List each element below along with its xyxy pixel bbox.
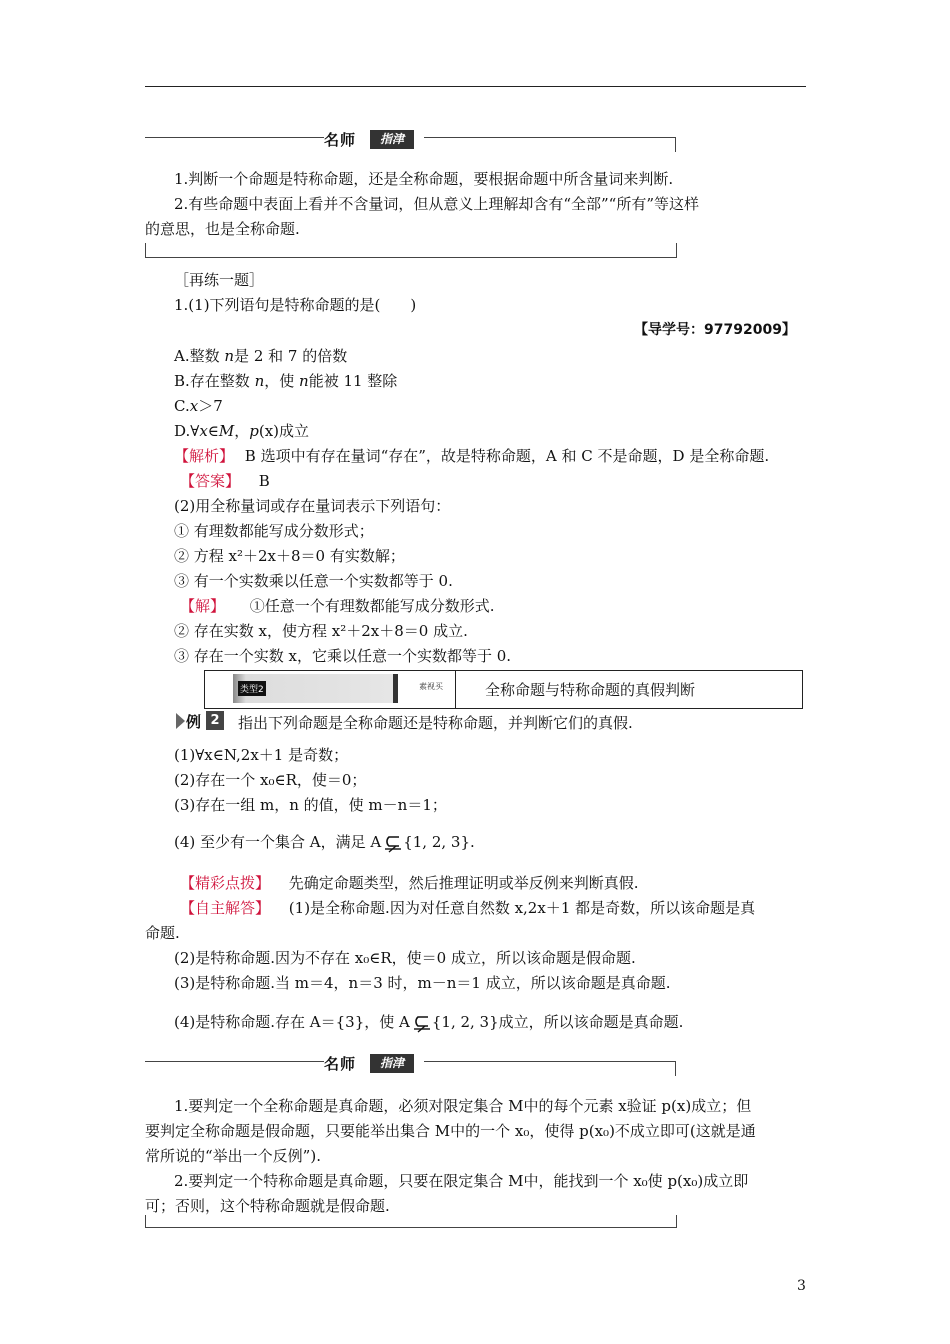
section-header [204,670,803,709]
tip1-line-3: 的意思，也是全称命题. [145,220,300,238]
practice-q1: 1.(1)下列语句是特称命题的是( ) [174,296,417,314]
answer-text: B [258,472,270,490]
option-a: A.整数 n是 2 和 7 的倍数 [174,347,348,365]
tip-box-2-bottom-frame [145,1215,677,1228]
tip2-line-5: 可；否则，这个特称命题就是假命题. [145,1197,390,1215]
tip1-line-2: 2.有些命题中表面上看并不含量词，但从意义上理解却含有“全部”“所有”等这样 [174,195,699,213]
tip-badge-highlight: 指津 [370,1054,414,1073]
tip-box-bottom-frame [145,243,677,258]
answer-tag: 【答案】 [180,472,241,490]
play-icon [176,713,185,729]
page-number: 3 [797,1278,806,1294]
tip2-line-1: 1.要判定一个全称命题是真命题，必须对限定集合 M中的每个元素 x验证 p(x)成立；但 [174,1097,752,1115]
tip1-line-1: 1.判断一个命题是特称命题，还是全称命题，要根据命题中所含量词来判断. [174,170,674,188]
practice-header: ［再练一题］ [174,271,265,289]
hint-tag: 【精彩点拨】 [180,874,271,892]
analysis-tag: 【解析】 [174,447,235,465]
q2-item-3: ③ 有一个实数乘以任意一个实数都等于 0. [174,572,453,590]
option-c: C.x＞7 [174,397,223,415]
tip-badge-label: 名师 [324,1055,357,1073]
solution-line-2: ② 存在实数 x，使方程 x²＋2x＋8＝0 成立. [174,622,468,640]
section-divider [455,671,456,708]
q2-item-1: ① 有理数都能写成分数形式； [174,522,374,540]
self-answer-row [180,897,755,918]
hint-row [180,872,639,893]
tip-badge-label: 名师 [324,131,357,149]
example-number: 2 [206,711,224,730]
section-type-label: 类型2 [238,681,266,696]
proper-subset-icon [381,835,403,851]
example-label: 例 [186,713,202,731]
tip2-line-2: 要判定全称命题是假命题，只要能举出集合 M中的一个 x₀，使得 p(x₀)不成立即可(这就是通 [145,1122,756,1140]
analysis-text: B 选项中有存在量词“存在”，故是特称命题，A 和 C 不是命题，D 是全称命题. [244,447,770,465]
proper-subset-icon [410,1015,432,1031]
answer-row [180,470,270,491]
analysis-row [174,445,769,466]
guide-number: 【导学号：97792009】 [634,322,796,338]
example-item-3: (3)存在一组 m，n 的值，使 m－n＝1； [174,796,447,814]
tip-badge-1 [324,129,424,151]
section-title: 全称命题与特称命题的真假判断 [485,681,696,699]
example-item-4: (4) 至少有一个集合 A，满足 A {1, 2, 3}. [174,833,475,851]
solution-line-1: ①任意一个有理数都能写成分数形式. [249,597,495,615]
solution-row [180,595,495,616]
tip2-line-3: 常所说的“举出一个反例”). [145,1147,321,1165]
solution-tag: 【解】 [180,597,226,615]
option-b: B.存在整数 n，使 n能被 11 整除 [174,372,398,390]
self-answer-line-2: (2)是特称命题.因为不存在 x₀∈R，使＝0 成立，所以该命题是假命题. [174,949,636,967]
option-d: D.∀x∈M，p(x)成立 [174,422,310,440]
section-divider-bar [393,674,398,703]
self-answer-line-1b: 命题. [145,924,180,942]
tip-badge-highlight: 指津 [370,130,414,149]
hint-text: 先确定命题类型，然后推理证明或举反例来判断真假. [288,874,639,892]
tip-badge-2 [324,1053,424,1075]
header-rule [145,86,806,87]
solution-line-3: ③ 存在一个实数 x，它乘以任意一个实数都等于 0. [174,647,512,665]
example-intro: 指出下列命题是全称命题还是特称命题，并判断它们的真假. [238,714,633,732]
self-answer-line-1: (1)是全称命题.因为对任意自然数 x,2x＋1 都是奇数，所以该命题是真 [288,899,756,917]
self-answer-tag: 【自主解答】 [180,899,271,917]
self-answer-line-4: (4)是特称命题.存在 A＝{3}，使 A {1, 2, 3}成立，所以该命题是真命题. [174,1013,684,1031]
example-item-2: (2)存在一个 x₀∈R，使＝0； [174,771,367,789]
q2-item-2: ② 方程 x²＋2x＋8＝0 有实数解； [174,547,405,565]
self-answer-line-3: (3)是特称命题.当 m＝4，n＝3 时，m－n＝1 成立，所以该命题是真命题. [174,974,671,992]
tip2-line-4: 2.要判定一个特称命题是真命题，只要在限定集合 M中，能找到一个 x₀使 p(x₀)成立即 [174,1172,749,1190]
section-sub-label: 素视买 [419,682,443,691]
practice-q2: (2)用全称量词或存在量词表示下列语句： [174,497,451,515]
example-item-1: (1)∀x∈N,2x＋1 是奇数； [174,746,349,764]
